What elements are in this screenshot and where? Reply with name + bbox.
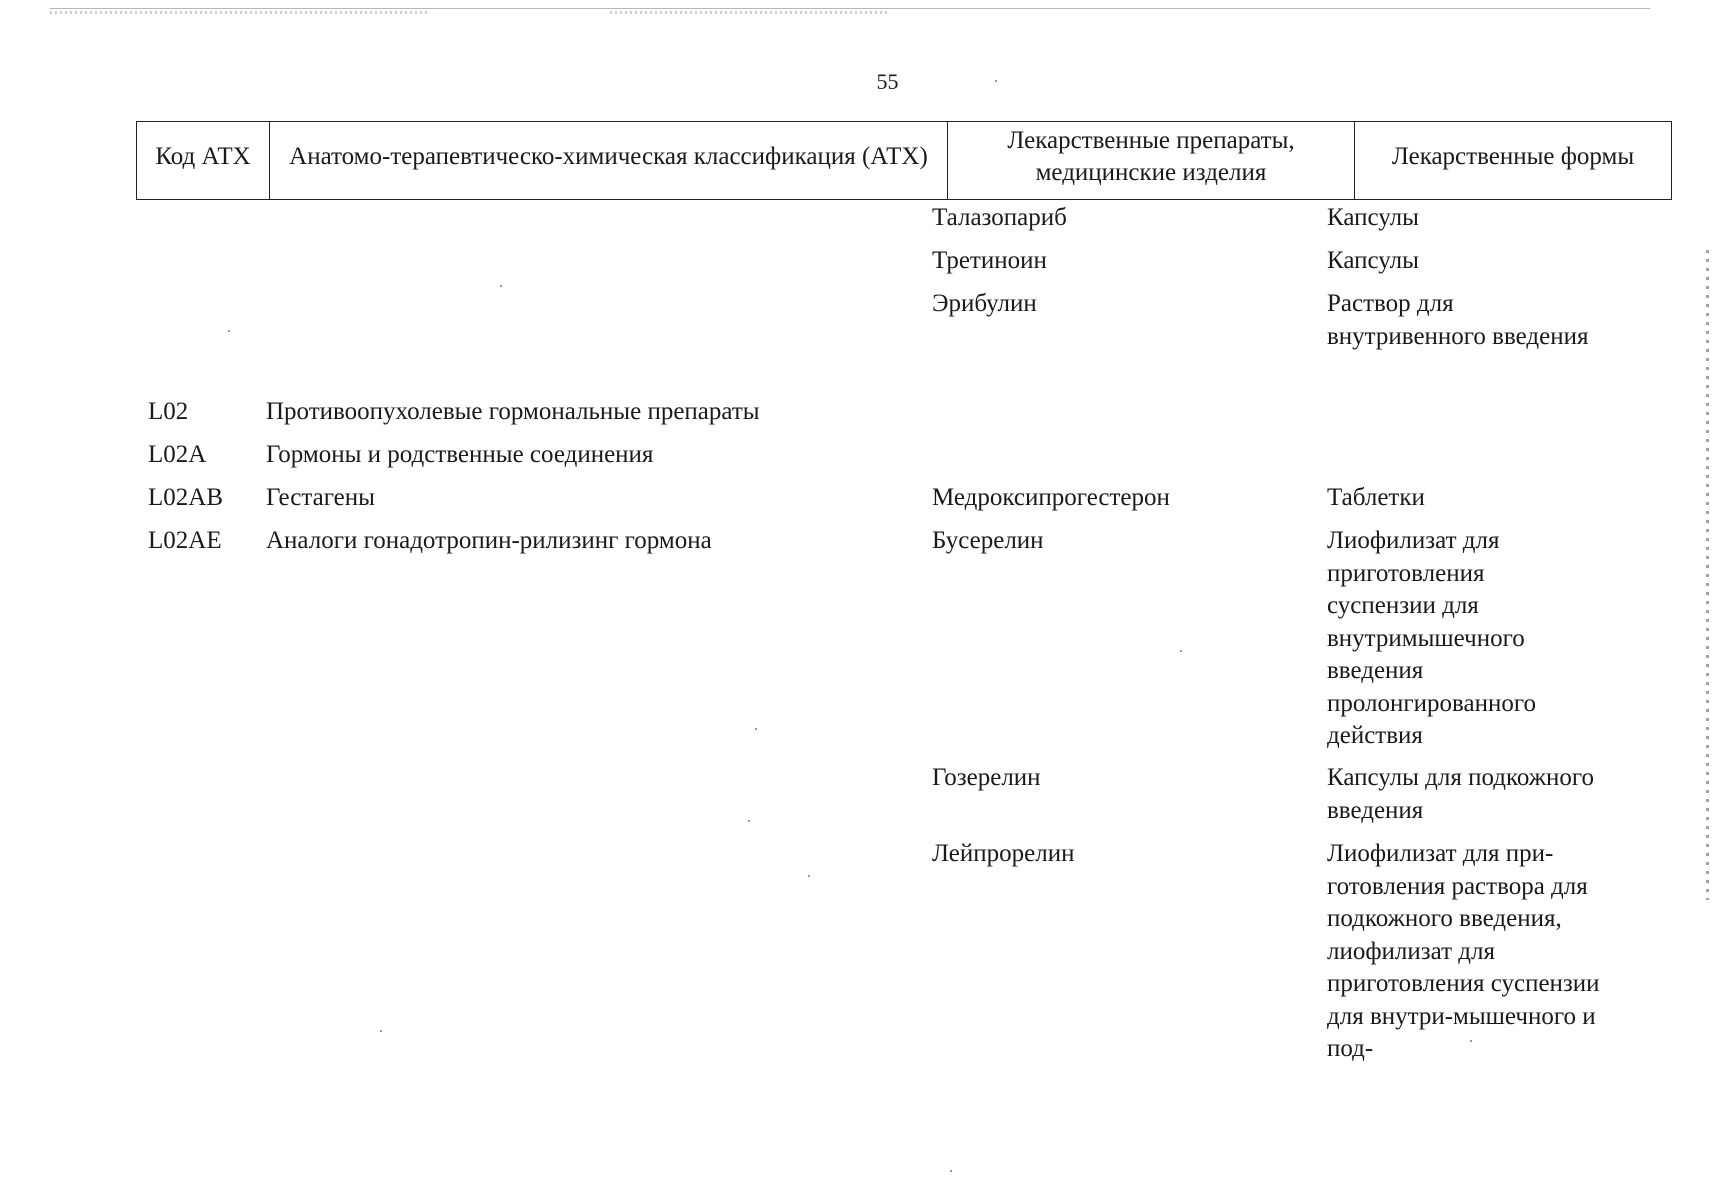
scan-noise xyxy=(610,11,890,14)
dosage-form: Раствор для внутривенного введения xyxy=(1327,290,1589,350)
dosage-form: Капсулы xyxy=(1327,204,1419,231)
header-code: Код АТХ xyxy=(137,122,270,200)
drug-name: Бусерелин xyxy=(932,527,1044,554)
dosage-form: Таблетки xyxy=(1327,484,1425,511)
drug-name: Лейпрорелин xyxy=(932,840,1075,867)
header-classification: Анатомо-терапевтическо-химическая классификация (АТХ) xyxy=(270,122,948,200)
scan-speck xyxy=(228,330,230,332)
scan-speck xyxy=(995,80,997,82)
dosage-form: Лиофилизат для при-готовления раствора для подкожного введения, лиофилизат для приготовления суспензии для внутри-мышечного и под- xyxy=(1327,840,1600,1062)
dosage-form: Капсулы для подкожного введения xyxy=(1327,764,1595,824)
atc-code: L02AE xyxy=(148,527,222,554)
atc-classification: Аналоги гонадотропин-рилизинг гормона xyxy=(266,527,712,554)
atc-classification: Гормоны и родственные соединения xyxy=(266,441,654,468)
scan-speck xyxy=(808,875,810,877)
drug-name: Эрибулин xyxy=(932,290,1037,317)
atc-code: L02A xyxy=(148,441,207,468)
drug-name: Гозерелин xyxy=(932,764,1041,791)
header-drugs: Лекарственные препараты, медицинские изделия xyxy=(948,122,1355,200)
atc-code: L02 xyxy=(148,398,189,425)
atc-classification: Гестагены xyxy=(266,484,375,511)
scan-speck xyxy=(755,728,757,730)
page-number: 55 xyxy=(876,69,899,94)
drug-name: Третиноин xyxy=(932,247,1047,274)
header-forms: Лекарственные формы xyxy=(1355,122,1672,200)
drug-name: Талазопариб xyxy=(932,204,1067,231)
dosage-form: Капсулы xyxy=(1327,247,1419,274)
header-row xyxy=(137,122,1672,200)
dosage-form: Лиофилизат для приготовления суспензии для внутримышечного введения пролонгированного действия xyxy=(1327,527,1536,749)
scan-noise xyxy=(50,11,430,14)
table-header xyxy=(136,121,1672,200)
scan-speck xyxy=(748,820,750,822)
atc-classification: Противоопухолевые гормональные препараты xyxy=(266,398,760,425)
scan-speck xyxy=(1470,1040,1472,1042)
drug-name: Медроксипрогестерон xyxy=(932,484,1170,511)
scan-speck xyxy=(380,1030,382,1032)
scan-edge-right xyxy=(1706,250,1709,900)
scan-speck xyxy=(500,285,502,287)
scan-edge-top xyxy=(50,8,1650,13)
scan-speck xyxy=(1180,650,1182,652)
atc-code: L02AB xyxy=(148,484,223,511)
scan-speck xyxy=(950,1170,952,1172)
